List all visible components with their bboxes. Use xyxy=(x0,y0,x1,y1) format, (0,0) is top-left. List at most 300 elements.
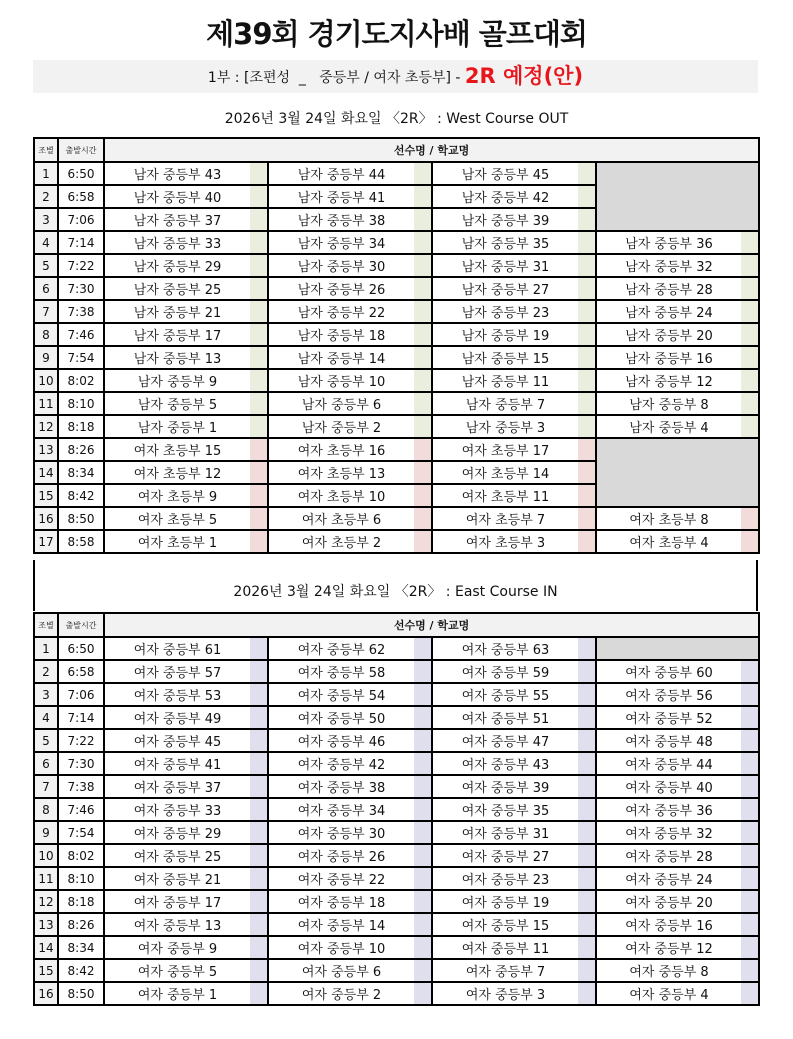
group-number: 11 xyxy=(34,867,58,890)
player-cell: 남자 중등부 41 xyxy=(268,185,414,208)
player-cell: 여자 초등부 2 xyxy=(268,530,414,553)
player-cell: 여자 중등부 23 xyxy=(432,867,578,890)
color-strip xyxy=(578,683,596,706)
tee-time: 7:22 xyxy=(58,254,104,277)
player-cell: 여자 초등부 6 xyxy=(268,507,414,530)
group-number: 16 xyxy=(34,507,58,530)
player-cell: 여자 초등부 9 xyxy=(104,484,250,507)
player-cell: 남자 중등부 16 xyxy=(596,346,741,369)
player-cell: 여자 초등부 17 xyxy=(432,438,578,461)
player-cell: 여자 중등부 25 xyxy=(104,844,250,867)
player-cell: 남자 중등부 14 xyxy=(268,346,414,369)
player-cell: 여자 중등부 48 xyxy=(596,729,741,752)
table-row xyxy=(34,300,759,323)
player-cell: 여자 중등부 59 xyxy=(432,660,578,683)
color-strip xyxy=(250,185,268,208)
color-strip xyxy=(578,277,596,300)
color-strip xyxy=(414,162,432,185)
group-number: 6 xyxy=(34,752,58,775)
player-cell: 여자 중등부 19 xyxy=(432,890,578,913)
color-strip xyxy=(414,729,432,752)
player-cell: 여자 중등부 46 xyxy=(268,729,414,752)
player-cell: 남자 중등부 22 xyxy=(268,300,414,323)
player-cell: 여자 중등부 5 xyxy=(104,959,250,982)
group-number: 9 xyxy=(34,346,58,369)
tee-time: 8:34 xyxy=(58,461,104,484)
player-cell: 여자 중등부 36 xyxy=(596,798,741,821)
table-row xyxy=(34,752,759,775)
color-strip xyxy=(414,369,432,392)
color-strip xyxy=(250,637,268,660)
section-title-east: 2026년 3월 24일 화요일 〈2R〉 : East Course IN xyxy=(233,584,558,600)
player-cell: 남자 중등부 12 xyxy=(596,369,741,392)
color-strip xyxy=(250,913,268,936)
table-row xyxy=(34,959,759,982)
color-strip xyxy=(414,936,432,959)
player-cell: 여자 중등부 9 xyxy=(104,936,250,959)
color-strip xyxy=(741,683,759,706)
player-cell: 여자 중등부 17 xyxy=(104,890,250,913)
group-number: 4 xyxy=(34,231,58,254)
group-number: 8 xyxy=(34,323,58,346)
player-cell: 남자 중등부 37 xyxy=(104,208,250,231)
table-row xyxy=(34,637,759,660)
color-strip xyxy=(250,323,268,346)
tee-time: 8:02 xyxy=(58,844,104,867)
player-cell: 남자 중등부 21 xyxy=(104,300,250,323)
player-cell: 여자 초등부 7 xyxy=(432,507,578,530)
color-strip xyxy=(578,530,596,553)
group-number: 13 xyxy=(34,913,58,936)
player-cell: 남자 중등부 2 xyxy=(268,415,414,438)
color-strip xyxy=(414,346,432,369)
player-cell: 여자 중등부 50 xyxy=(268,706,414,729)
player-cell: 여자 중등부 27 xyxy=(432,844,578,867)
table-row xyxy=(34,231,759,254)
group-number: 11 xyxy=(34,392,58,415)
player-cell: 여자 중등부 33 xyxy=(104,798,250,821)
tee-time: 8:26 xyxy=(58,438,104,461)
player-cell: 여자 중등부 14 xyxy=(268,913,414,936)
player-cell: 여자 중등부 44 xyxy=(596,752,741,775)
color-strip xyxy=(250,507,268,530)
color-strip xyxy=(578,637,596,660)
color-strip xyxy=(578,867,596,890)
player-cell: 여자 중등부 18 xyxy=(268,890,414,913)
table-row xyxy=(34,775,759,798)
group-number: 2 xyxy=(34,185,58,208)
color-strip xyxy=(250,392,268,415)
table-row xyxy=(34,683,759,706)
player-cell: 남자 중등부 43 xyxy=(104,162,250,185)
group-number: 1 xyxy=(34,162,58,185)
color-strip xyxy=(250,231,268,254)
tee-time: 8:42 xyxy=(58,484,104,507)
group-number: 14 xyxy=(34,936,58,959)
color-strip xyxy=(250,300,268,323)
group-number: 5 xyxy=(34,729,58,752)
color-strip xyxy=(578,913,596,936)
color-strip xyxy=(578,254,596,277)
color-strip xyxy=(250,660,268,683)
color-strip xyxy=(414,637,432,660)
color-strip xyxy=(741,798,759,821)
tee-time: 8:42 xyxy=(58,959,104,982)
color-strip xyxy=(578,729,596,752)
group-number: 15 xyxy=(34,959,58,982)
player-cell: 여자 중등부 40 xyxy=(596,775,741,798)
tee-time: 8:50 xyxy=(58,507,104,530)
player-cell: 여자 중등부 57 xyxy=(104,660,250,683)
color-strip xyxy=(414,844,432,867)
player-cell: 남자 중등부 3 xyxy=(432,415,578,438)
player-cell: 남자 중등부 25 xyxy=(104,277,250,300)
player-cell: 여자 중등부 4 xyxy=(596,982,741,1005)
header-group: 조별 xyxy=(34,613,58,637)
player-cell: 여자 중등부 29 xyxy=(104,821,250,844)
table-row xyxy=(34,392,759,415)
color-strip xyxy=(250,254,268,277)
color-strip xyxy=(578,484,596,507)
color-strip xyxy=(578,798,596,821)
player-cell: 남자 중등부 36 xyxy=(596,231,741,254)
group-number: 16 xyxy=(34,982,58,1005)
table-row xyxy=(34,369,759,392)
table-row xyxy=(34,729,759,752)
color-strip xyxy=(741,254,759,277)
group-number: 8 xyxy=(34,798,58,821)
player-cell: 여자 중등부 1 xyxy=(104,982,250,1005)
subtitle-text: 1부 : [조편성 _ 중등부 / 여자 초등부] - xyxy=(207,70,465,86)
tee-time: 7:14 xyxy=(58,231,104,254)
color-strip xyxy=(741,323,759,346)
color-strip xyxy=(578,300,596,323)
player-cell: 남자 중등부 20 xyxy=(596,323,741,346)
player-cell: 여자 중등부 13 xyxy=(104,913,250,936)
tee-time: 8:34 xyxy=(58,936,104,959)
color-strip xyxy=(250,982,268,1005)
player-cell: 남자 중등부 30 xyxy=(268,254,414,277)
player-cell: 여자 중등부 47 xyxy=(432,729,578,752)
player-cell: 남자 중등부 7 xyxy=(432,392,578,415)
color-strip xyxy=(250,162,268,185)
group-number: 2 xyxy=(34,660,58,683)
color-strip xyxy=(578,890,596,913)
color-strip xyxy=(578,162,596,185)
header-players: 선수명 / 학교명 xyxy=(104,613,759,637)
color-strip xyxy=(250,867,268,890)
group-number: 7 xyxy=(34,775,58,798)
player-cell: 여자 중등부 21 xyxy=(104,867,250,890)
player-cell: 여자 중등부 32 xyxy=(596,821,741,844)
player-cell: 남자 중등부 10 xyxy=(268,369,414,392)
table-row xyxy=(34,438,759,461)
color-strip xyxy=(414,392,432,415)
group-number: 3 xyxy=(34,683,58,706)
color-strip xyxy=(741,982,759,1005)
color-strip xyxy=(414,277,432,300)
player-cell: 여자 중등부 15 xyxy=(432,913,578,936)
player-cell: 여자 중등부 10 xyxy=(268,936,414,959)
color-strip xyxy=(250,683,268,706)
player-cell: 여자 중등부 60 xyxy=(596,660,741,683)
tee-time: 7:46 xyxy=(58,323,104,346)
color-strip xyxy=(578,844,596,867)
group-number: 10 xyxy=(34,844,58,867)
color-strip xyxy=(578,706,596,729)
color-strip xyxy=(741,392,759,415)
tee-time: 7:06 xyxy=(58,683,104,706)
player-cell: 여자 중등부 43 xyxy=(432,752,578,775)
player-cell: 여자 중등부 49 xyxy=(104,706,250,729)
player-cell: 여자 중등부 51 xyxy=(432,706,578,729)
color-strip xyxy=(414,415,432,438)
color-strip xyxy=(414,683,432,706)
group-number: 5 xyxy=(34,254,58,277)
group-number: 1 xyxy=(34,637,58,660)
color-strip xyxy=(741,936,759,959)
player-cell: 남자 중등부 1 xyxy=(104,415,250,438)
tee-time: 7:30 xyxy=(58,277,104,300)
player-cell: 남자 중등부 33 xyxy=(104,231,250,254)
player-cell: 여자 초등부 14 xyxy=(432,461,578,484)
player-cell: 남자 중등부 45 xyxy=(432,162,578,185)
color-strip xyxy=(578,415,596,438)
color-strip xyxy=(741,752,759,775)
group-number: 4 xyxy=(34,706,58,729)
player-cell: 남자 중등부 29 xyxy=(104,254,250,277)
color-strip xyxy=(250,530,268,553)
section-title-west: 2026년 3월 24일 화요일 〈2R〉 : West Course OUT xyxy=(224,111,569,127)
player-cell: 여자 중등부 53 xyxy=(104,683,250,706)
color-strip xyxy=(741,507,759,530)
table-row xyxy=(34,867,759,890)
color-strip xyxy=(578,821,596,844)
player-cell: 여자 중등부 45 xyxy=(104,729,250,752)
tee-time: 7:06 xyxy=(58,208,104,231)
player-cell: 여자 초등부 11 xyxy=(432,484,578,507)
color-strip xyxy=(250,461,268,484)
tee-time: 6:50 xyxy=(58,162,104,185)
table-row xyxy=(34,982,759,1005)
color-strip xyxy=(414,438,432,461)
group-number: 17 xyxy=(34,530,58,553)
color-strip xyxy=(741,277,759,300)
color-strip xyxy=(250,415,268,438)
table-row xyxy=(34,890,759,913)
player-cell: 남자 중등부 9 xyxy=(104,369,250,392)
color-strip xyxy=(250,959,268,982)
player-cell: 여자 초등부 12 xyxy=(104,461,250,484)
color-strip xyxy=(578,369,596,392)
color-strip xyxy=(414,867,432,890)
color-strip xyxy=(741,867,759,890)
player-cell: 여자 초등부 10 xyxy=(268,484,414,507)
color-strip xyxy=(414,231,432,254)
color-strip xyxy=(741,844,759,867)
color-strip xyxy=(741,913,759,936)
color-strip xyxy=(741,660,759,683)
color-strip xyxy=(578,660,596,683)
color-strip xyxy=(414,913,432,936)
player-cell: 여자 중등부 12 xyxy=(596,936,741,959)
subtitle-bar xyxy=(33,60,758,93)
player-cell: 여자 중등부 8 xyxy=(596,959,741,982)
color-strip xyxy=(250,890,268,913)
color-strip xyxy=(578,507,596,530)
player-cell: 남자 중등부 15 xyxy=(432,346,578,369)
player-cell: 여자 중등부 61 xyxy=(104,637,250,660)
player-cell: 여자 중등부 52 xyxy=(596,706,741,729)
color-strip xyxy=(414,798,432,821)
player-cell: 남자 중등부 28 xyxy=(596,277,741,300)
table-row xyxy=(34,507,759,530)
player-cell: 남자 중등부 39 xyxy=(432,208,578,231)
color-strip xyxy=(414,254,432,277)
color-strip xyxy=(414,821,432,844)
player-cell: 남자 중등부 17 xyxy=(104,323,250,346)
color-strip xyxy=(578,775,596,798)
group-number: 7 xyxy=(34,300,58,323)
color-strip xyxy=(250,775,268,798)
color-strip xyxy=(578,323,596,346)
player-cell: 여자 중등부 16 xyxy=(596,913,741,936)
player-cell: 남자 중등부 38 xyxy=(268,208,414,231)
empty-slot xyxy=(596,438,759,507)
table-row xyxy=(34,913,759,936)
color-strip xyxy=(414,323,432,346)
player-cell: 여자 초등부 13 xyxy=(268,461,414,484)
color-strip xyxy=(578,231,596,254)
color-strip xyxy=(578,438,596,461)
schedule-table-east xyxy=(33,612,760,1006)
color-strip xyxy=(741,231,759,254)
table-row xyxy=(34,844,759,867)
table-row xyxy=(34,415,759,438)
group-number: 6 xyxy=(34,277,58,300)
player-cell: 여자 중등부 38 xyxy=(268,775,414,798)
table-row xyxy=(34,530,759,553)
player-cell: 여자 중등부 28 xyxy=(596,844,741,867)
color-strip xyxy=(578,982,596,1005)
color-strip xyxy=(414,775,432,798)
document-title: 제39회 경기도지사배 골프대회 xyxy=(206,17,587,51)
player-cell: 남자 중등부 6 xyxy=(268,392,414,415)
player-cell: 남자 중등부 40 xyxy=(104,185,250,208)
color-strip xyxy=(250,752,268,775)
header-group: 조별 xyxy=(34,138,58,162)
color-strip xyxy=(250,346,268,369)
color-strip xyxy=(414,461,432,484)
color-strip xyxy=(578,936,596,959)
color-strip xyxy=(741,300,759,323)
table-row xyxy=(34,346,759,369)
player-cell: 여자 초등부 4 xyxy=(596,530,741,553)
player-cell: 여자 중등부 26 xyxy=(268,844,414,867)
color-strip xyxy=(250,821,268,844)
section-divider xyxy=(33,560,758,611)
color-strip xyxy=(250,277,268,300)
player-cell: 남자 중등부 42 xyxy=(432,185,578,208)
color-strip xyxy=(414,507,432,530)
color-strip xyxy=(741,821,759,844)
color-strip xyxy=(250,438,268,461)
group-number: 3 xyxy=(34,208,58,231)
color-strip xyxy=(741,706,759,729)
player-cell: 여자 중등부 30 xyxy=(268,821,414,844)
color-strip xyxy=(250,844,268,867)
player-cell: 남자 중등부 4 xyxy=(596,415,741,438)
color-strip xyxy=(250,208,268,231)
color-strip xyxy=(578,461,596,484)
color-strip xyxy=(414,706,432,729)
header-players: 선수명 / 학교명 xyxy=(104,138,759,162)
group-number: 14 xyxy=(34,461,58,484)
player-cell: 여자 중등부 54 xyxy=(268,683,414,706)
player-cell: 남자 중등부 31 xyxy=(432,254,578,277)
tee-time: 8:10 xyxy=(58,392,104,415)
color-strip xyxy=(414,484,432,507)
player-cell: 여자 중등부 39 xyxy=(432,775,578,798)
color-strip xyxy=(414,660,432,683)
player-cell: 여자 중등부 55 xyxy=(432,683,578,706)
table-row xyxy=(34,936,759,959)
player-cell: 남자 중등부 35 xyxy=(432,231,578,254)
player-cell: 남자 중등부 34 xyxy=(268,231,414,254)
table-header-row xyxy=(34,613,759,637)
player-cell: 여자 중등부 63 xyxy=(432,637,578,660)
color-strip xyxy=(741,959,759,982)
player-cell: 남자 중등부 32 xyxy=(596,254,741,277)
color-strip xyxy=(578,185,596,208)
tee-time: 8:58 xyxy=(58,530,104,553)
empty-slot xyxy=(596,162,759,231)
table-row xyxy=(34,798,759,821)
color-strip xyxy=(578,392,596,415)
player-cell: 여자 중등부 3 xyxy=(432,982,578,1005)
empty-slot xyxy=(596,637,759,660)
player-cell: 여자 중등부 62 xyxy=(268,637,414,660)
color-strip xyxy=(250,729,268,752)
color-strip xyxy=(414,959,432,982)
subtitle-highlight: 2R 예정(안) xyxy=(464,64,584,88)
tee-time: 7:54 xyxy=(58,821,104,844)
player-cell: 여자 중등부 56 xyxy=(596,683,741,706)
tee-time: 6:58 xyxy=(58,660,104,683)
player-cell: 여자 초등부 15 xyxy=(104,438,250,461)
color-strip xyxy=(250,369,268,392)
group-number: 12 xyxy=(34,415,58,438)
tee-time: 7:38 xyxy=(58,300,104,323)
color-strip xyxy=(578,752,596,775)
color-strip xyxy=(414,530,432,553)
player-cell: 여자 중등부 42 xyxy=(268,752,414,775)
color-strip xyxy=(578,208,596,231)
player-cell: 여자 중등부 11 xyxy=(432,936,578,959)
player-cell: 남자 중등부 24 xyxy=(596,300,741,323)
color-strip xyxy=(250,936,268,959)
group-number: 13 xyxy=(34,438,58,461)
color-strip xyxy=(578,959,596,982)
color-strip xyxy=(414,890,432,913)
color-strip xyxy=(414,982,432,1005)
player-cell: 여자 중등부 34 xyxy=(268,798,414,821)
color-strip xyxy=(741,415,759,438)
player-cell: 여자 초등부 16 xyxy=(268,438,414,461)
group-number: 10 xyxy=(34,369,58,392)
player-cell: 여자 중등부 41 xyxy=(104,752,250,775)
player-cell: 남자 중등부 5 xyxy=(104,392,250,415)
